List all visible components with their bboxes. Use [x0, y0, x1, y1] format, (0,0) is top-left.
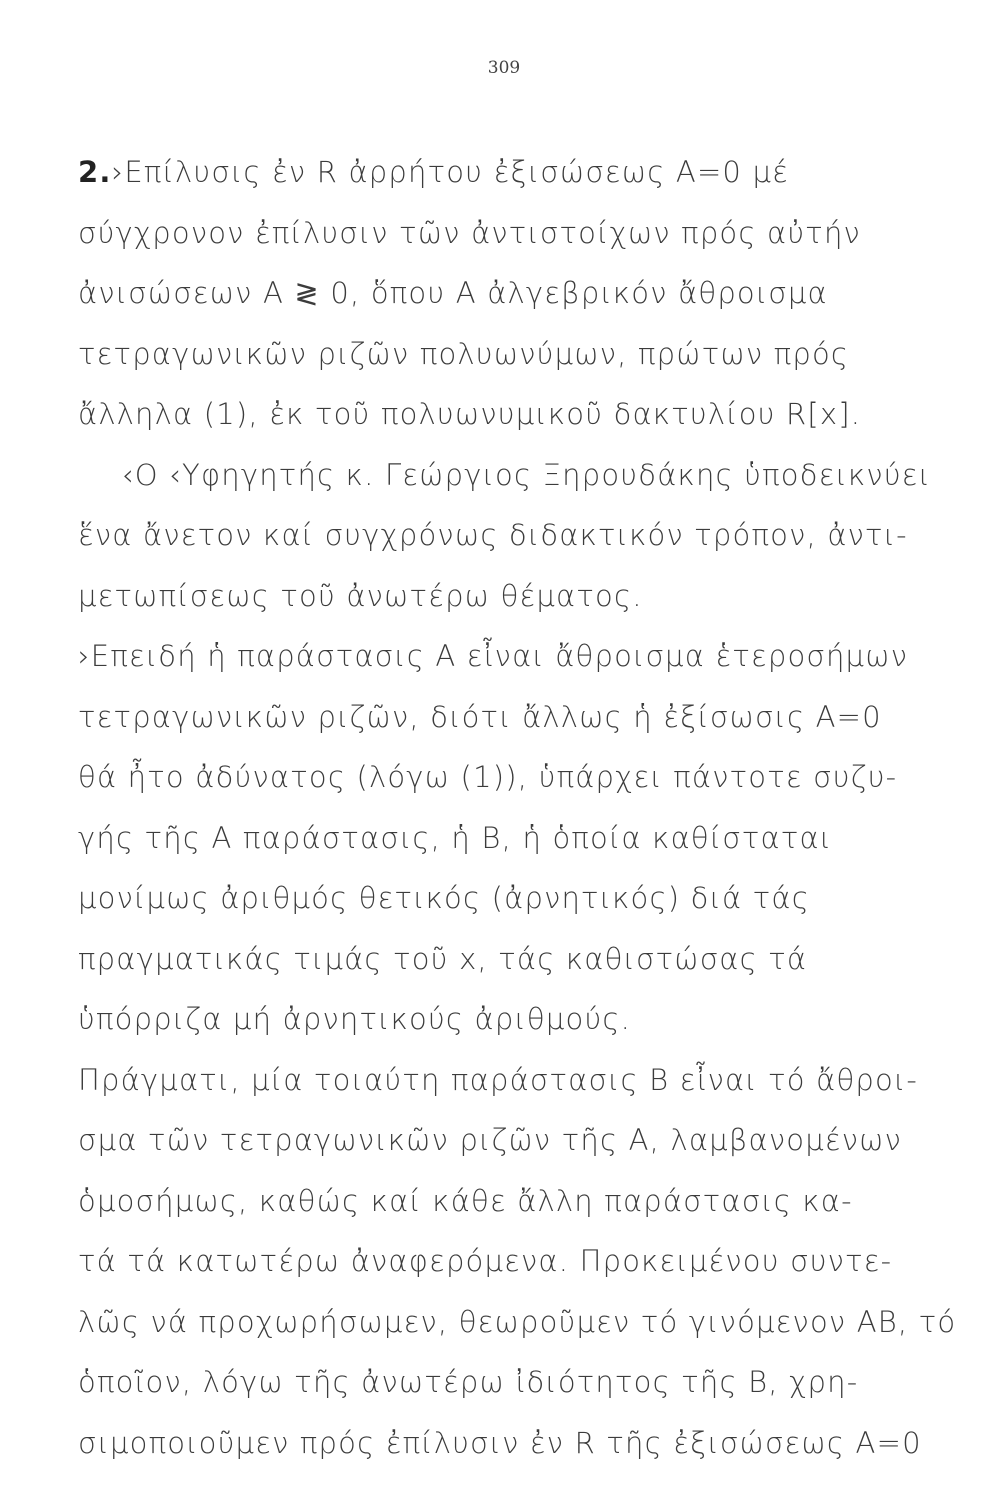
text-line: μονίμως ἀριθμός θετικός (ἀρνητικός) διά τάς	[78, 881, 810, 915]
text-line: θά ἦτο ἀδύνατος (λόγω (1)), ὑπάρχει πάντοτε συζυ-	[78, 760, 898, 794]
text-line: τετραγωνικῶν ριζῶν, διότι ἄλλως ἡ ἐξίσωσις A=0	[78, 699, 882, 734]
text-line: ἀνισώσεων A ≷ 0, ὅπου A ἀλγεβρικόν ἄθροισμα	[78, 276, 828, 310]
text-line: ›Επίλυσις ἐν R ἀρρήτου ἐξισώσεως A=0 μέ	[111, 155, 790, 189]
handwritten-text-body	[78, 142, 958, 1473]
page-number: 309	[487, 58, 521, 78]
text-line: ἄλληλα (1), ἐκ τοῦ πολυωνυμικοῦ δακτυλίου R[x].	[78, 397, 862, 431]
section-heading-line	[78, 142, 958, 203]
paragraph-start-line	[78, 445, 958, 506]
text-line: σμα τῶν τετραγωνικῶν ριζῶν τῆς A, λαμβανομένων	[78, 1123, 903, 1157]
text-line: σιμοποιοῦμεν πρός ἐπίλυσιν ἐν R τῆς ἐξισώσεως A=0	[78, 1425, 922, 1460]
text-line: Πράγματι, μία τοιαύτη παράστασις B εἶναι τό ἄθροι-	[78, 1062, 919, 1097]
text-line: σύγχρονον ἐπίλυσιν τῶν ἀντιστοίχων πρός αὐτήν	[78, 215, 861, 250]
text-line: τά τά κατωτέρω ἀναφερόμενα. Προκειμένου συντε-	[78, 1244, 893, 1278]
text-line: ὑπόρριζα μή ἀρνητικούς ἀριθμούς.	[78, 1002, 632, 1036]
text-line: γής τῆς A παράστασις, ἡ B, ἡ ὁποία καθίσταται	[78, 820, 833, 855]
text-line: ἕνα ἄνετον καί συγχρόνως διδακτικόν τρόπον, ἀντι-	[78, 518, 908, 552]
text-line: ὁμοσήμως, καθώς καί κάθε ἄλλη παράστασις κα-	[78, 1183, 853, 1218]
text-line: ›Επειδή ἡ παράστασις A εἶναι ἄθροισμα ἑτεροσήμων	[78, 639, 909, 673]
text-line: ὁποῖον, λόγω τῆς ἀνωτέρω ἰδιότητος τῆς B, χρη-	[78, 1365, 859, 1399]
text-line: πραγματικάς τιμάς τοῦ x, τάς καθιστώσας τά	[78, 941, 808, 976]
section-number: 2.	[78, 155, 112, 189]
text-line: μετωπίσεως τοῦ ἀνωτέρω θέματος.	[78, 578, 643, 613]
text-line: λῶς νά προχωρήσωμεν, θεωροῦμεν τό γινόμενον AB, τό	[78, 1304, 957, 1339]
text-line: ‹Ο ‹Υφηγητής κ. Γεώργιος Ξηρουδάκης ὑποδεικνύει	[122, 457, 932, 492]
text-line: τετραγωνικῶν ριζῶν πολυωνύμων, πρώτων πρός	[78, 336, 850, 371]
